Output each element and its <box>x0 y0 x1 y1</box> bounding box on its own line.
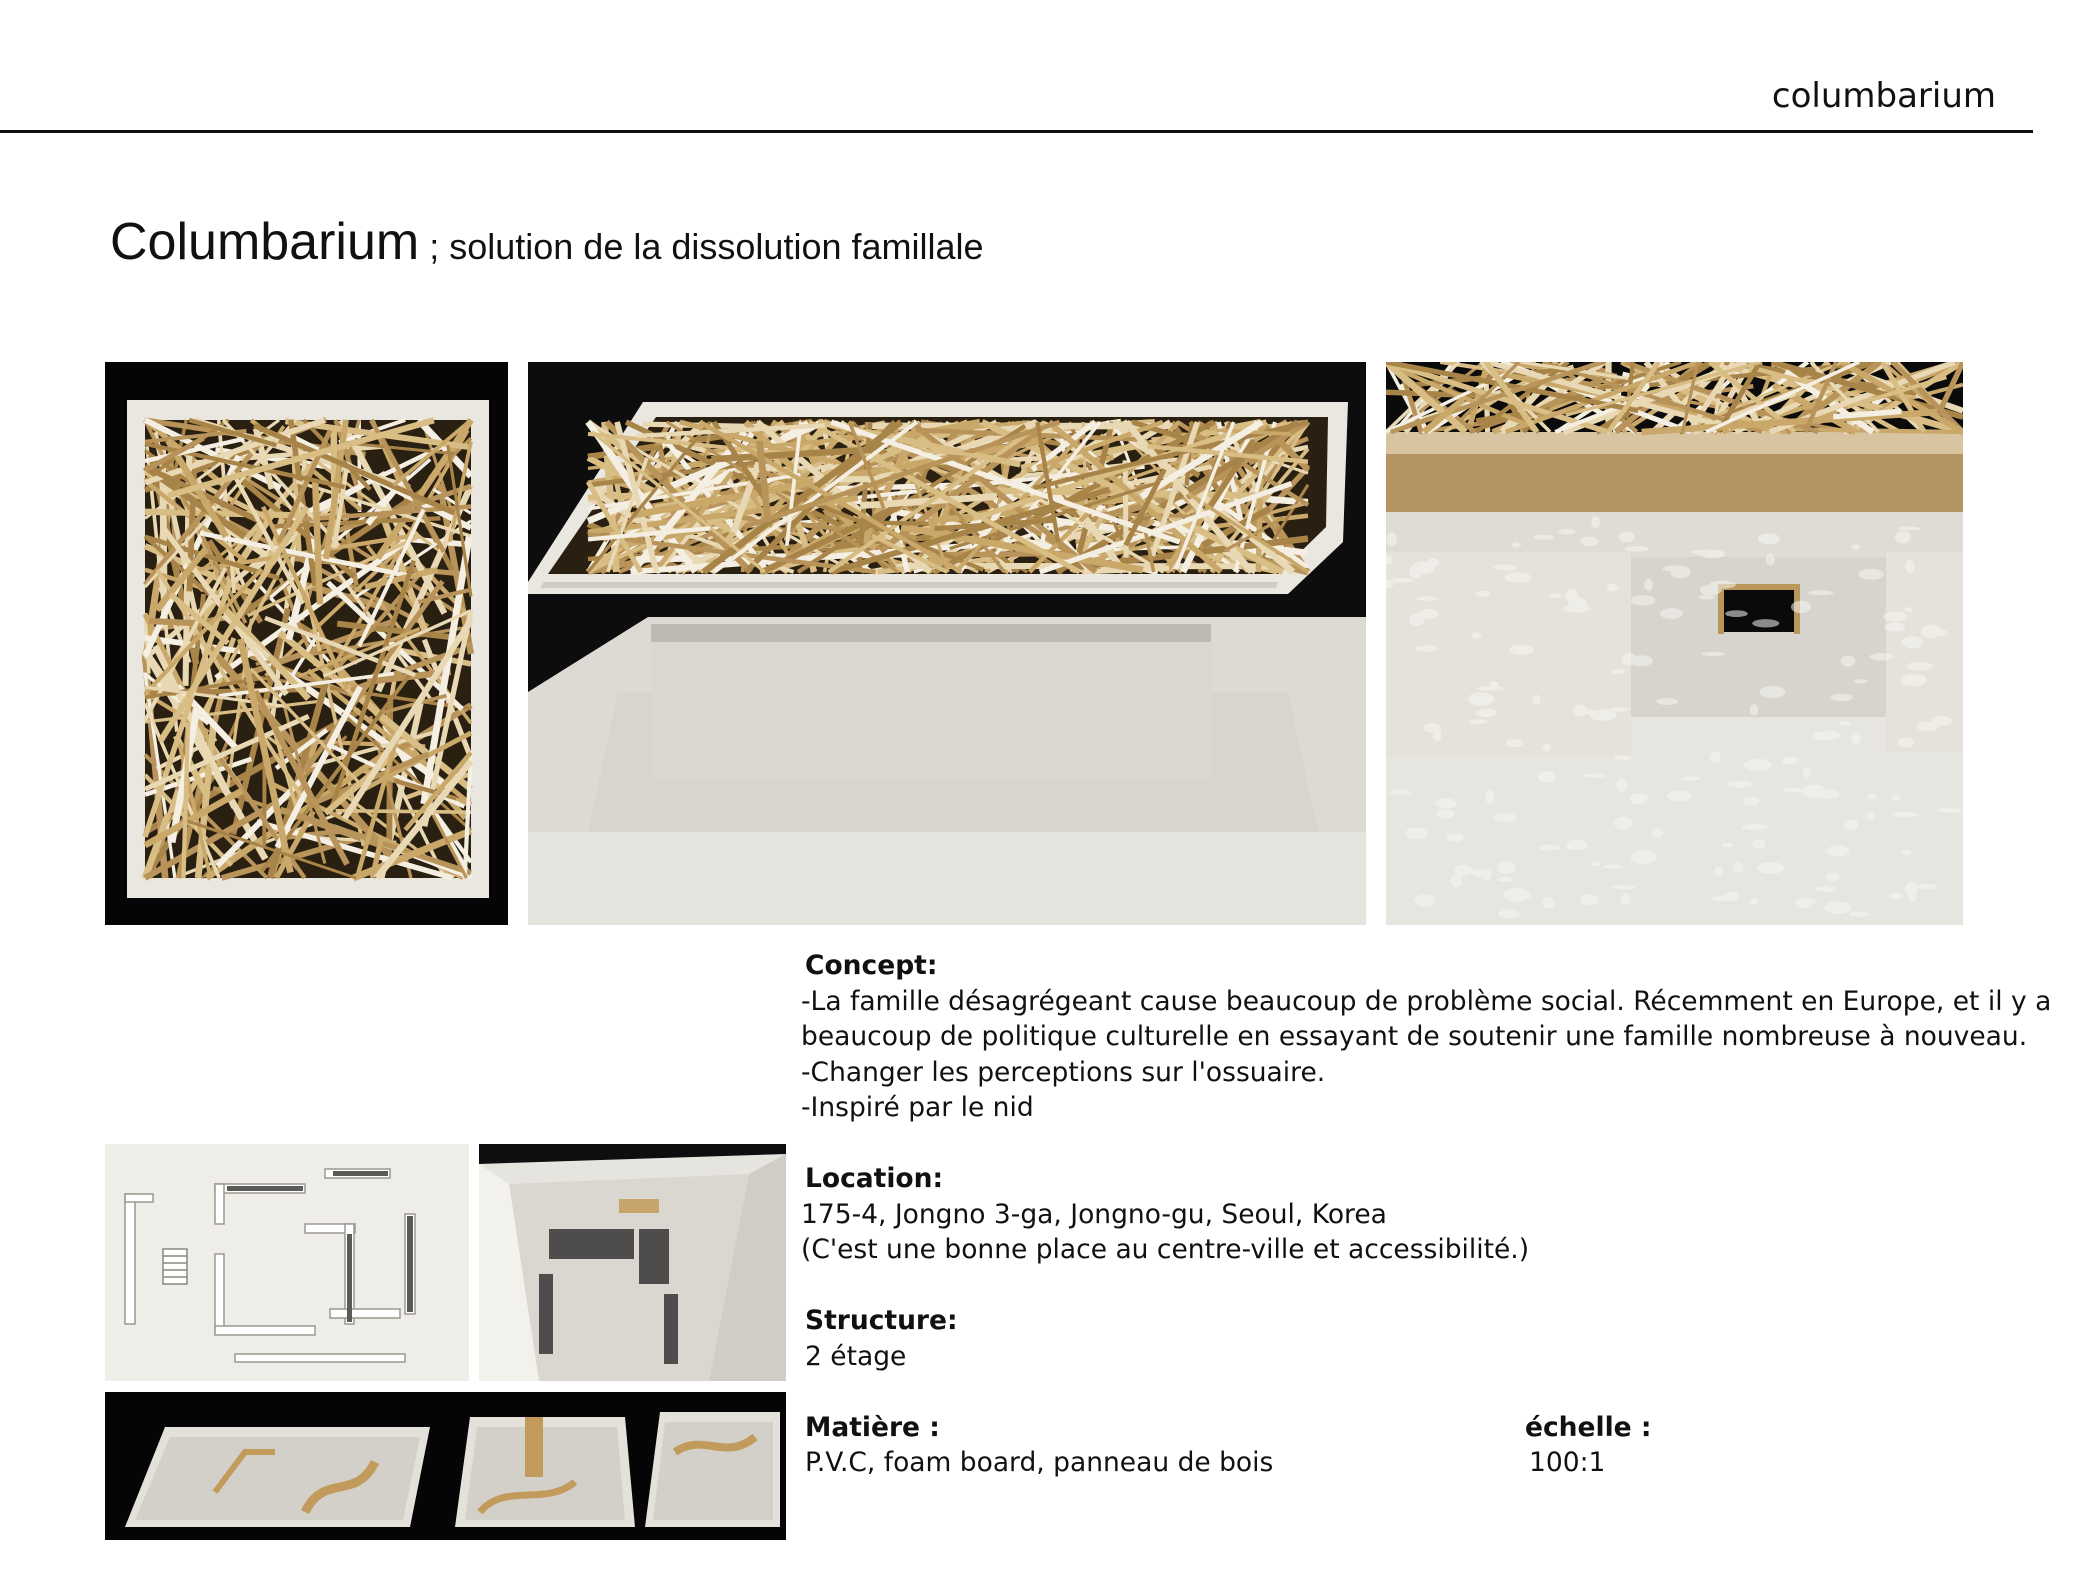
photo-interior-light-pattern <box>1386 362 1963 925</box>
structure-value: 2 étage <box>805 1340 907 1372</box>
photo-model-perspective <box>528 362 1366 925</box>
material-heading: Matière : <box>805 1411 940 1443</box>
location-line: 175-4, Jongno 3-ga, Jongno-gu, Seoul, Korea <box>801 1198 1387 1230</box>
description-block <box>801 948 2052 1481</box>
photo-nest-roof-top-view <box>105 362 508 925</box>
concept-line: -La famille désagrégeant cause beaucoup de problème social. Récemment en Europe, et il y a <box>801 985 2052 1017</box>
scale-value: 100:1 <box>1529 1447 1606 1478</box>
concept-line: -Changer les perceptions sur l'ossuaire. <box>801 1056 1326 1088</box>
location-heading: Location: <box>805 1163 944 1194</box>
concept-line: beaucoup de politique culturelle en essayant de soutenir une famille nombreuse à nouveau. <box>801 1021 2028 1052</box>
header-divider <box>0 130 2033 133</box>
header-label: columbarium <box>1771 76 1996 116</box>
page-title <box>110 212 984 272</box>
concept-line: -Inspiré par le nid <box>801 1092 1034 1123</box>
structure-heading: Structure: <box>805 1305 958 1336</box>
photo-interior-ground-floor <box>479 1144 786 1381</box>
scale-heading: échelle : <box>1525 1411 1652 1443</box>
material-value: P.V.C, foam board, panneau de bois <box>805 1447 1274 1478</box>
concept-heading: Concept: <box>805 950 938 981</box>
photo-plan-walls <box>105 1144 469 1381</box>
title-subtitle: ; solution de la dissolution famillale <box>419 226 984 267</box>
photo-stair-sections <box>105 1392 786 1540</box>
location-line: (C'est une bonne place au centre-ville et accessibilité.) <box>801 1234 1530 1265</box>
title-main: Columbarium <box>110 213 420 271</box>
